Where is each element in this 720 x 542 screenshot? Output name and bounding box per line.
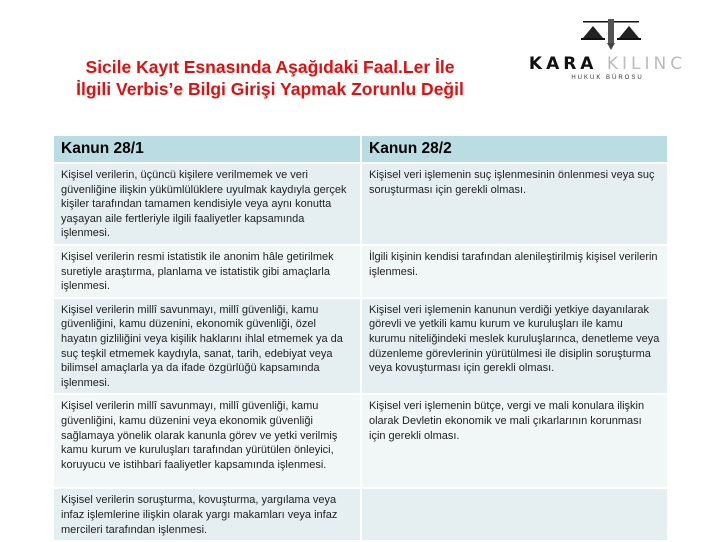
table-cell: Kişisel verilerin soruşturma, kovuşturma, yargılama veya infaz işlemlerine ilişkin olarak yargı makamları veya infaz mercileri tarafından işlenmesi. — [54, 489, 360, 540]
kanun-comparison-table — [52, 134, 669, 542]
table-cell: Kişisel verilerin millî savunmayı, millî güvenliği, kamu güvenliğini, kamu düzenini veya ekonomik güvenliği sağlamaya yönelik olarak kanunla görev ve yetki verilmiş kamu kurum ve kuruluşları tarafından yürütülen önleyici, koruyucu ve istihbari faaliyetler kapsamında işlenmesi. — [54, 395, 360, 487]
scales-of-justice-icon — [575, 18, 647, 52]
table-cell: Kişisel veri işlemenin suç işlenmesinin önlenmesi veya suç soruşturması için gerekli olması. — [362, 164, 667, 244]
table-header-row — [54, 136, 667, 162]
title-line-1: Sicile Kayıt Esnasında Aşağıdaki Faal.Ler İle — [85, 57, 455, 77]
logo-word-kilinc: KILINC — [606, 54, 687, 74]
header-kanun-28-1: Kanun 28/1 — [54, 136, 360, 162]
table-cell: Kişisel verilerin, üçüncü kişilere verilmemek ve veri güvenliğine ilişkin yükümlülüklere uyulmak kaydıyla gerçek kişiler tarafından tamamen kendisiyle veya aynı konutta yaşayan aile fertleriyle ilgili faaliyetler kapsamında işlenmesi. — [54, 164, 360, 244]
table-row — [54, 489, 667, 540]
logo-word-kara: KARA — [528, 54, 598, 74]
table-cell: Kişisel verilerin millî savunmayı, millî güvenliği, kamu güvenliğini, kamu düzenini, ekonomik güvenliği, özel hayatın gizliliğini veya kişilik haklarını ihlal etmemek ya da suç teşkil etmemek kaydıyla, sanat, tarih, edebiyat veya bilimsel amaçlarla ya da ifade özgürlüğü kapsamında işlenmesi. — [54, 299, 360, 394]
table-row — [54, 395, 667, 487]
table-row — [54, 246, 667, 297]
logo-subtitle: HUKUK BÜROSU — [571, 75, 644, 81]
table-cell: Kişisel veri işlemenin bütçe, vergi ve mali konulara ilişkin olarak Devletin ekonomik ve mali çıkarlarının korunması için gerekli olması. — [362, 395, 667, 487]
table-row — [54, 164, 667, 244]
slide-title — [40, 56, 500, 100]
header-kanun-28-2: Kanun 28/2 — [362, 136, 667, 162]
table-cell-empty — [362, 489, 667, 540]
table-cell: İlgili kişinin kendisi tarafından alenileştirilmiş kişisel verilerin işlenmesi. — [362, 246, 667, 297]
kara-kilinc-logo — [505, 14, 710, 84]
table-cell: Kişisel veri işlemenin kanunun verdiği yetkiye dayanılarak görevli ve yetkili kamu kurum ve kuruluşları ile kamu kurumu niteliğindeki meslek kuruluşlarınca, denetleme veya düzenleme görevlerinin yürütülmesi ile disiplin soruşturma veya kovuşturması için gerekli olması. — [362, 299, 667, 394]
title-line-2: İlgili Verbis’e Bilgi Girişi Yapmak Zorunlu Değil — [76, 79, 464, 99]
logo-wordmark — [505, 54, 710, 74]
table-cell: Kişisel verilerin resmi istatistik ile anonim hâle getirilmek suretiyle araştırma, planlama ve istatistik gibi amaçlarla işlenmesi. — [54, 246, 360, 297]
table-row — [54, 299, 667, 394]
